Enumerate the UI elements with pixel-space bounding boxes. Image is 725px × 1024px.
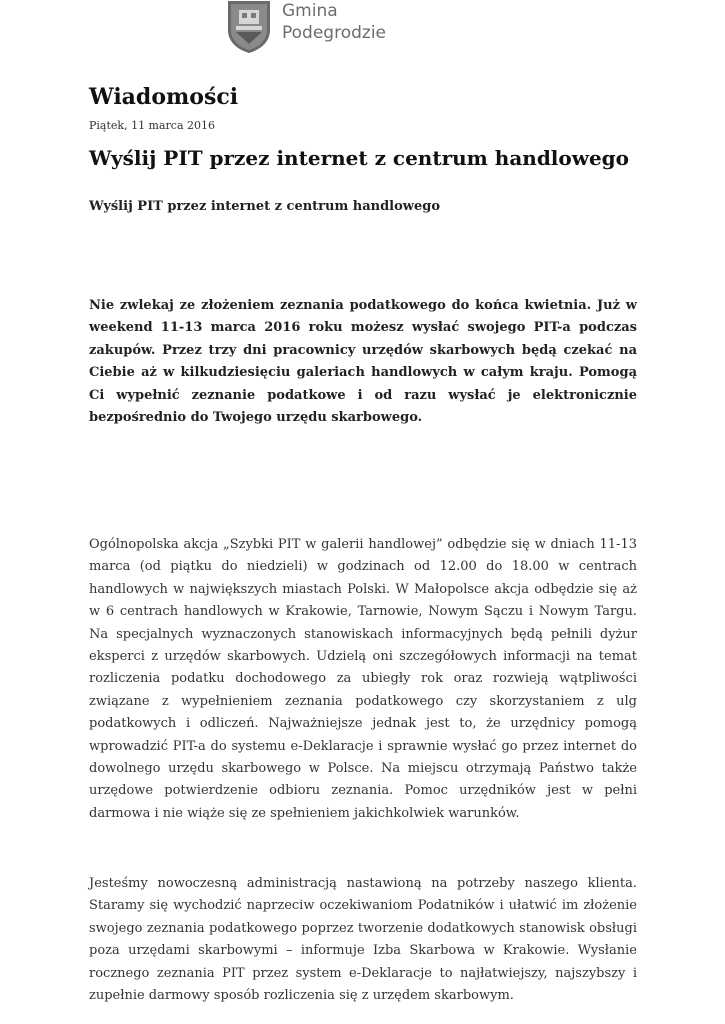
coat-of-arms-icon bbox=[226, 0, 272, 54]
section-title: Wiadomości bbox=[89, 84, 239, 110]
paragraph-closing: Jesteśmy nowoczesną administracją nastawioną na potrzeby naszego klienta. Staramy się wychodzić naprzeciw oczekiwaniom Podatników i ułatwić im złożenie swojego zeznania podatkowego poprzez tworzenie dodatkowych stanowisk obsługi poza urzędami skarbowymi – informuje Izba Skarbowa w Krakowie. Wysłanie rocznego zeznania PIT przez system e-Deklaracje to najłatwiejszy, najszybszy i zupełnie darmowy sposób rozliczenia się z urzędem skarbowym. bbox=[89, 876, 637, 1004]
site-logo[interactable] bbox=[226, 0, 426, 56]
logo-text bbox=[282, 0, 386, 44]
logo-line-gmina: Gmina bbox=[282, 1, 338, 21]
paragraph-intro: Nie zwlekaj ze złożeniem zeznania podatkowego do końca kwietnia. Już w weekend 11-13 marca 2016 roku możesz wysłać swojego PIT-a podczas zakupów. Przez trzy dni pracownicy urzędów skarbowych będą czekać na Ciebie aż w kilkudziesięciu galeriach handlowych w całym kraju. Pomogą Ci wypełnić zeznanie podatkowe i od razu wysłać je elektronicznie bezpośrednio do Twojego urzędu skarbowego. bbox=[89, 298, 637, 426]
article-lead: Wyślij PIT przez internet z centrum handlowego bbox=[89, 199, 440, 214]
article-date: Piątek, 11 marca 2016 bbox=[89, 119, 216, 132]
article-title: Wyślij PIT przez internet z centrum handlowego bbox=[89, 146, 629, 170]
paragraph-details: Ogólnopolska akcja „Szybki PIT w galerii handlowej” odbędzie się w dniach 11-13 marca (od piątku do niedzieli) w godzinach od 12.00 do 18.00 w centrach handlowych w największych miastach Polski. W Małopolsce akcja odbędzie się aż w 6 centrach handlowych w Krakowie, Tarnowie, Nowym Sączu i Nowym Targu. Na specjalnych wyznaczonych stanowiskach informacyjnych będą pełnili dyżur eksperci z urzędów skarbowych. Udzielą oni szczegółowych informacji na temat rozliczenia podatku dochodowego za ubiegły rok oraz rozwieją wątpliwości związane z wypełnieniem zeznania podatkowego czy skorzystaniem z ulg podatkowych i odliczeń. Najważniejsze jednak jest to, że urzędnicy pomogą wprowadzić PIT-a do systemu e-Deklaracje i sprawnie wysłać go przez internet do dowolnego urzędu skarbowego w Polsce. Na miejscu otrzymają Państwo także urzędowe potwierdzenie odbioru zeznania. Pomoc urzędników jest w pełni darmowa i nie wiąże się ze spełnieniem jakichkolwiek warunków. bbox=[89, 537, 637, 821]
logo-line-podegrodzie: Podegrodzie bbox=[282, 23, 387, 43]
